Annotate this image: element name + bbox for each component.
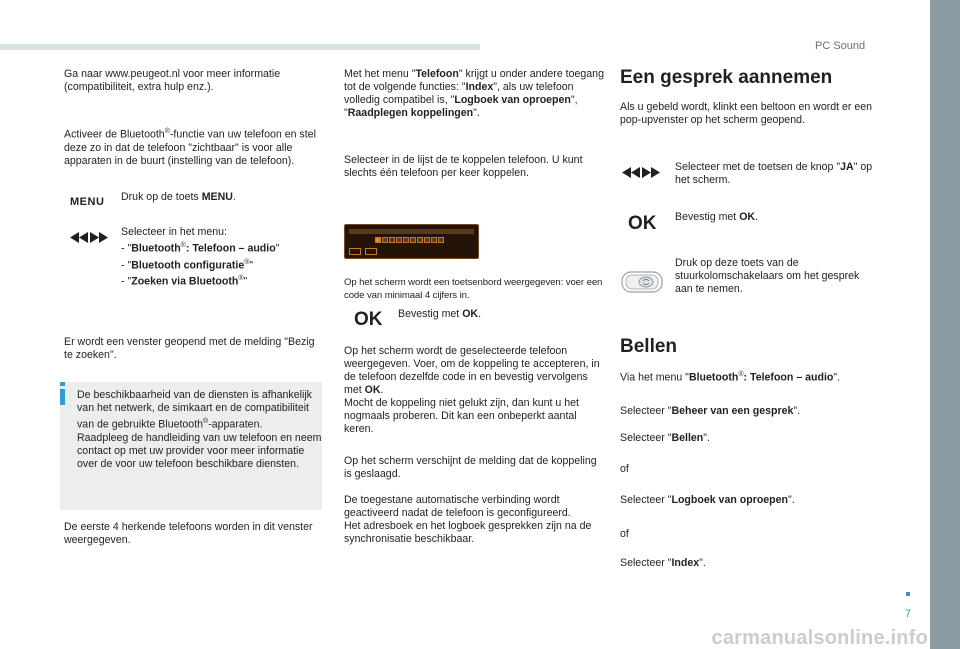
screen-key: [396, 237, 402, 243]
screen-key: [382, 237, 388, 243]
text: De toegestane automatische verbinding wordt geactiveerd nadat de telefoon is geconfigureerd.: [344, 494, 571, 519]
text-bold: Index: [671, 557, 700, 569]
screen-key: [438, 237, 444, 243]
paragraph-incoming-call: Als u gebeld wordt, klinkt een beltoon en wordt er een pop-upvenster op het scherm geopend.: [620, 101, 873, 126]
screen-keypad: [375, 237, 444, 243]
screen-ok-key: [349, 248, 361, 255]
text-bold: Bluetooth configuratie: [131, 259, 245, 272]
registered-mark: ®: [738, 371, 744, 378]
text: Mocht de koppeling niet gelukt zijn, dan kunt u het nogmaals proberen. Dit kan een onbeperkt aantal keren.: [344, 397, 579, 435]
text: ", ": [344, 94, 578, 119]
steering-stalk-icon: [620, 266, 664, 298]
text-bold: Beheer van een gesprek: [671, 405, 794, 417]
text-bold: OK: [462, 308, 479, 320]
text: ", als uw telefoon volledig compatibel is, ": [344, 81, 574, 106]
text: .: [232, 191, 236, 203]
paragraph-select-phone: Selecteer in de lijst de te koppelen telefoon. U kunt slechts één telefoon per keer koppelen.: [344, 154, 583, 179]
heading-answer-call: Een gesprek aannemen: [620, 67, 833, 88]
header-rule: [0, 44, 480, 50]
text: Op het scherm wordt de geselecteerde telefoon weergegeven. Voer, om de koppeling te accepteren, in de telefoon dezelfde code in en bevestig vervolgens met: [344, 345, 600, 396]
text: ": [243, 275, 248, 288]
text: ".: [788, 494, 795, 506]
text: -apparaten.: [208, 418, 263, 431]
registered-mark: ®: [164, 128, 170, 135]
screen-key: [410, 237, 416, 243]
registered-mark: ®: [180, 242, 186, 249]
text: - ": [121, 259, 132, 272]
text: " op het scherm.: [675, 161, 873, 186]
step-via-menu: [620, 368, 882, 385]
text-bold: : Telefoon – audio: [743, 371, 834, 384]
screen-input-bar: [349, 229, 474, 234]
text-bold: Telefoon: [415, 68, 459, 80]
text: .: [478, 308, 482, 320]
text: Selecteer ": [620, 405, 672, 417]
seek-buttons-icon: [70, 232, 108, 243]
registered-mark: ®: [238, 275, 244, 283]
paragraph-pairing-success: Op het scherm verschijnt de melding dat de koppeling is geslaagd.: [344, 455, 597, 480]
text-bold: Bluetooth: [131, 242, 181, 255]
step-select-manage-call: [620, 405, 882, 418]
step-confirm-ok: [398, 308, 598, 321]
info-icon-dot: [60, 382, 65, 386]
menu-button-icon: MENU: [70, 196, 105, 208]
heading-bellen: Bellen: [620, 336, 678, 357]
side-tab: [930, 0, 960, 649]
screen-key: [431, 237, 437, 243]
text-bold: Logboek van oproepen: [454, 94, 571, 106]
seek-back-icon: [70, 232, 88, 243]
menu-path-item: [121, 256, 326, 273]
text: Activeer de Bluetooth: [64, 128, 165, 141]
step-select-yes: [675, 161, 875, 187]
text: - ": [121, 275, 132, 288]
text: -functie van uw telefoon en stel deze zo in dat de telefoon "zichtbaar" is voor alle apparaten in de buurt (instelling van de telefoon).: [64, 128, 316, 167]
text: Selecteer ": [620, 557, 672, 569]
or-separator: of: [620, 528, 629, 540]
text-bold: OK: [364, 384, 381, 396]
text-bold: Logboek van oproepen: [671, 494, 789, 506]
text: ": [249, 259, 254, 272]
text: Raadpleeg de handleiding van uw telefoon en neem contact op met uw provider voor meer informatie over de voor uw telefoon beschikbare diensten.: [77, 431, 322, 470]
step-confirm-ok: [675, 211, 875, 224]
text: Bevestig met: [675, 211, 740, 223]
screen-key: [389, 237, 395, 243]
text: Met het menu ": [344, 68, 416, 80]
seek-forward-icon: [642, 167, 660, 178]
text-bold: Bellen: [671, 432, 704, 444]
step-press-stalk: Druk op deze toets van de stuurkolomschakelaars om het gesprek aan te nemen.: [675, 257, 860, 295]
ok-button-icon: OK: [628, 213, 657, 234]
text: De beschikbaarheid van de diensten is afhankelijk van het netwerk, de simkaart en de compatibiliteit van de gebruikte Bluetooth: [77, 389, 312, 431]
menu-path-item: [121, 239, 326, 256]
text-bold: OK: [739, 211, 756, 223]
page-number: 7: [905, 608, 912, 620]
registered-mark: ®: [244, 258, 250, 266]
keypad-screen-image: [344, 224, 479, 259]
text: Selecteer in het menu:: [121, 226, 227, 238]
text: Via het menu ": [620, 371, 689, 384]
info-icon: [60, 382, 65, 510]
screen-del-key: [365, 248, 377, 255]
text: Selecteer ": [620, 494, 672, 506]
paragraph-first-four: De eerste 4 herkende telefoons worden in dit venster weergegeven.: [64, 521, 313, 546]
text: .: [380, 384, 384, 396]
registered-mark: ®: [203, 418, 209, 425]
text: Het adresboek en het logboek gesprekken zijn na de synchronisatie beschikbaar.: [344, 520, 592, 545]
text-bold: Zoeken via Bluetooth: [131, 275, 239, 288]
seek-back-icon: [622, 167, 640, 178]
screen-key: [403, 237, 409, 243]
step-press-menu: [121, 191, 321, 204]
paragraph-activate-bluetooth: [64, 125, 322, 168]
screen-key: [417, 237, 423, 243]
text: Selecteer ": [620, 432, 672, 444]
watermark: carmanualsonline.info: [711, 627, 928, 649]
info-icon-stem: [60, 389, 65, 405]
seek-forward-icon: [90, 232, 108, 243]
paragraph-auto-connect: [344, 494, 602, 546]
text: " krijgt u onder andere toegang tot de volgende functies: ": [344, 68, 604, 93]
paragraph-pairing-code: [344, 345, 606, 436]
text-bold: Raadplegen koppelingen: [347, 107, 474, 119]
paragraph-website: Ga naar www.peugeot.nl voor meer informatie (compatibiliteit, extra hulp enz.).: [64, 68, 281, 93]
text-bold: MENU: [201, 191, 233, 203]
text: - ": [121, 242, 132, 255]
text-bold: Bluetooth: [688, 371, 739, 384]
page-marker: [906, 592, 910, 596]
text: ".: [699, 557, 706, 569]
screen-key: [375, 237, 381, 243]
menu-path-item: [121, 272, 326, 289]
step-select-menu: [121, 226, 326, 289]
image-caption: Op het scherm wordt een toetsenbord weergegeven: voer een code van minimaal 4 cijfers in.: [344, 276, 603, 301]
ok-button-icon: OK: [354, 309, 383, 330]
paragraph-telefoon-menu: [344, 68, 604, 120]
text: ": [275, 242, 280, 255]
text-bold: : Telefoon – audio: [185, 242, 276, 255]
text: ".: [793, 405, 801, 417]
screen-key: [424, 237, 430, 243]
text: Druk op de toets: [121, 191, 202, 203]
seek-buttons-icon: [622, 167, 660, 178]
text: Selecteer met de toetsen de knop ": [675, 161, 841, 173]
step-select-call-log: [620, 494, 882, 507]
or-separator: of: [620, 463, 629, 475]
paragraph-searching: Er wordt een venster geopend met de melding "Bezig te zoeken".: [64, 336, 315, 361]
text: ".: [833, 371, 841, 384]
step-select-call: [620, 432, 882, 445]
section-title: PC Sound: [815, 40, 866, 52]
text: .: [755, 211, 759, 223]
text-bold: JA: [840, 161, 854, 173]
screen-buttons: [349, 248, 377, 255]
text: ".: [473, 107, 480, 119]
text: Bevestig met: [398, 308, 463, 320]
step-select-index: [620, 557, 882, 570]
text-bold: Index: [465, 81, 494, 93]
text: ".: [703, 432, 710, 444]
info-text: [77, 389, 322, 471]
